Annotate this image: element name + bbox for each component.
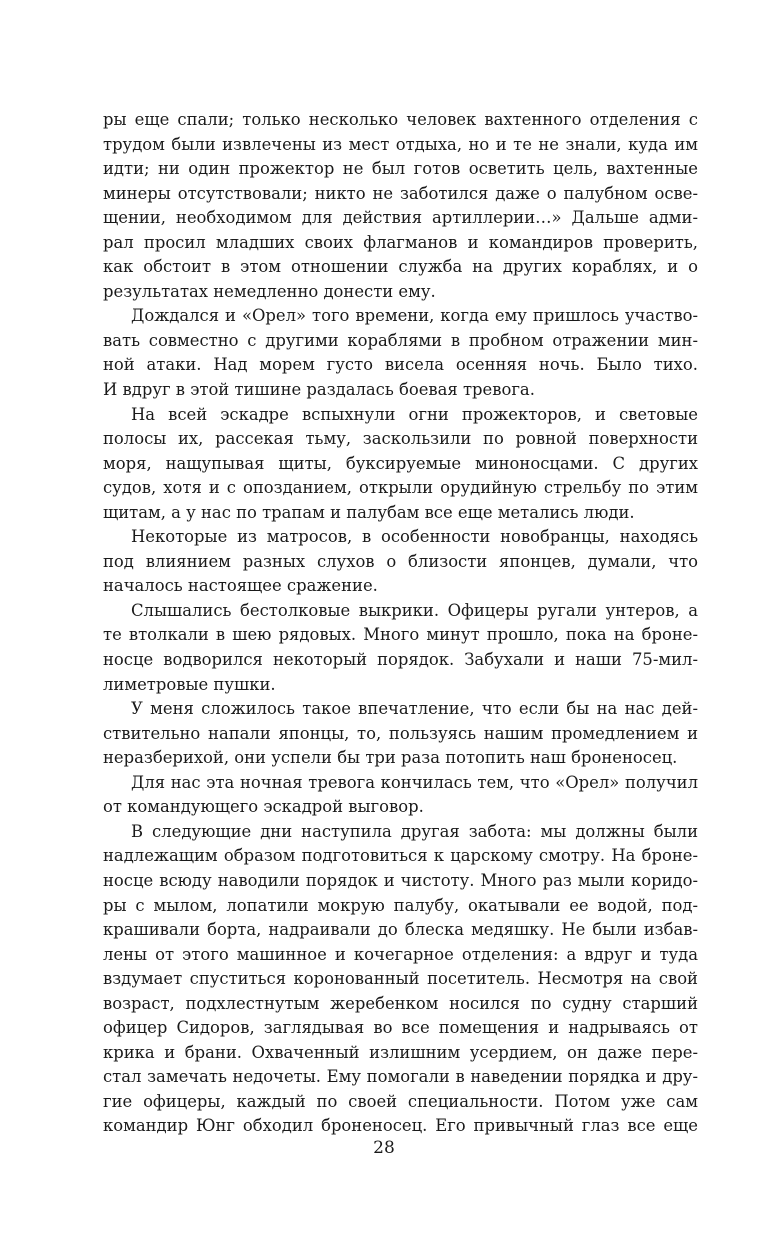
text-line: под влиянием разных слухов о близости японцев, думали, что — [103, 551, 698, 571]
text-line: щении, необходимом для действия артиллерии…» Дальше адми- — [103, 208, 698, 228]
text-line: офицер Сидоров, заглядывая во все помещения и надрываясь от — [103, 1018, 698, 1038]
text-line: Для нас эта ночная тревога кончилась тем, что «Орел» получил — [131, 772, 698, 792]
text-line: началось настоящее сражение. — [103, 576, 378, 596]
text-line: ствительно напали японцы, то, пользуясь нашим промедлением и — [103, 723, 698, 743]
text-line: минеры отсутствовали; никто не заботился даже о палубном осве- — [103, 183, 698, 203]
text-line: крика и брани. Охваченный излишним усердием, он даже пере- — [103, 1042, 698, 1062]
paragraph — [103, 599, 698, 697]
text-line: На всей эскадре вспыхнули огни прожекторов, и световые — [131, 404, 698, 424]
text-line: возраст, подхлестнутым жеребенком носился по судну старший — [103, 993, 698, 1013]
text-line: стал замечать недочеты. Ему помогали в наведении порядка и дру- — [103, 1067, 698, 1087]
text-line: командир Юнг обходил броненосец. Его привычный глаз все еще — [103, 1116, 698, 1136]
text-line: от командующего эскадрой выговор. — [103, 797, 424, 817]
text-line: рал просил младших своих флагманов и командиров проверить, — [103, 232, 698, 252]
text-line: лиметровые пушки. — [103, 674, 276, 694]
text-line: судов, хотя и с опозданием, открыли орудийную стрельбу по этим — [103, 478, 698, 498]
text-line: Дождался и «Орел» того времени, когда ему пришлось участво- — [131, 306, 698, 326]
text-line: носце всюду наводили порядок и чистоту. Много раз мыли коридо- — [103, 870, 698, 890]
text-line: В следующие дни наступила другая забота: мы должны были — [131, 821, 698, 841]
paragraph — [103, 403, 698, 526]
text-line: результатах немедленно донести ему. — [103, 281, 436, 301]
paragraph — [103, 697, 698, 771]
text-line: ры с мылом, лопатили мокрую палубу, окатывали ее водой, под- — [103, 895, 698, 915]
text-line: идти; ни один прожектор не был готов осветить цель, вахтенные — [103, 159, 698, 179]
text-line: крашивали борта, надраивали до блеска медяшку. Не были избав- — [103, 920, 698, 940]
text-line: Слышались бестолковые выкрики. Офицеры ругали унтеров, а — [131, 600, 698, 620]
paragraph — [103, 525, 698, 599]
text-line: ной атаки. Над морем густо висела осенняя ночь. Было тихо. — [103, 355, 698, 375]
paragraph — [103, 771, 698, 820]
paragraph — [103, 304, 698, 402]
text-line: Некоторые из матросов, в особенности новобранцы, находясь — [131, 527, 698, 547]
text-line: щитам, а у нас по трапам и палубам все еще метались люди. — [103, 502, 635, 522]
text-line: надлежащим образом подготовиться к царскому смотру. На броне- — [103, 846, 698, 866]
text-line: И вдруг в этой тишине раздалась боевая тревога. — [103, 380, 535, 400]
paragraph — [103, 108, 698, 304]
text-line: У меня сложилось такое впечатление, что если бы на нас дей- — [131, 699, 698, 719]
text-line: лены от этого машинное и кочегарное отделения: а вдруг и туда — [103, 944, 698, 964]
text-line: трудом были извлечены из мест отдыха, но и те не знали, куда им — [103, 134, 698, 154]
text-line: вздумает спуститься коронованный посетитель. Несмотря на свой — [103, 969, 698, 989]
text-line: носце водворился некоторый порядок. Забухали и наши 75-мил- — [103, 650, 698, 670]
text-line: те втолкали в шею рядовых. Много минут прошло, пока на броне- — [103, 625, 698, 645]
body-text — [103, 108, 698, 1139]
text-line: как обстоит в этом отношении служба на других кораблях, и о — [103, 257, 698, 277]
text-line: полосы их, рассекая тьму, заскользили по ровной поверхности — [103, 429, 698, 449]
paragraph — [103, 820, 698, 1139]
page-number: 28 — [373, 1138, 395, 1158]
text-line: ры еще спали; только несколько человек вахтенного отделения с — [103, 110, 698, 129]
text-line: неразберихой, они успели бы три раза потопить наш броненосец. — [103, 748, 678, 768]
text-line: моря, нащупывая щиты, буксируемые миноносцами. С других — [103, 453, 698, 473]
text-line: гие офицеры, каждый по своей специальности. Потом уже сам — [103, 1091, 698, 1111]
text-line: вать совместно с другими кораблями в пробном отражении мин- — [103, 330, 698, 350]
